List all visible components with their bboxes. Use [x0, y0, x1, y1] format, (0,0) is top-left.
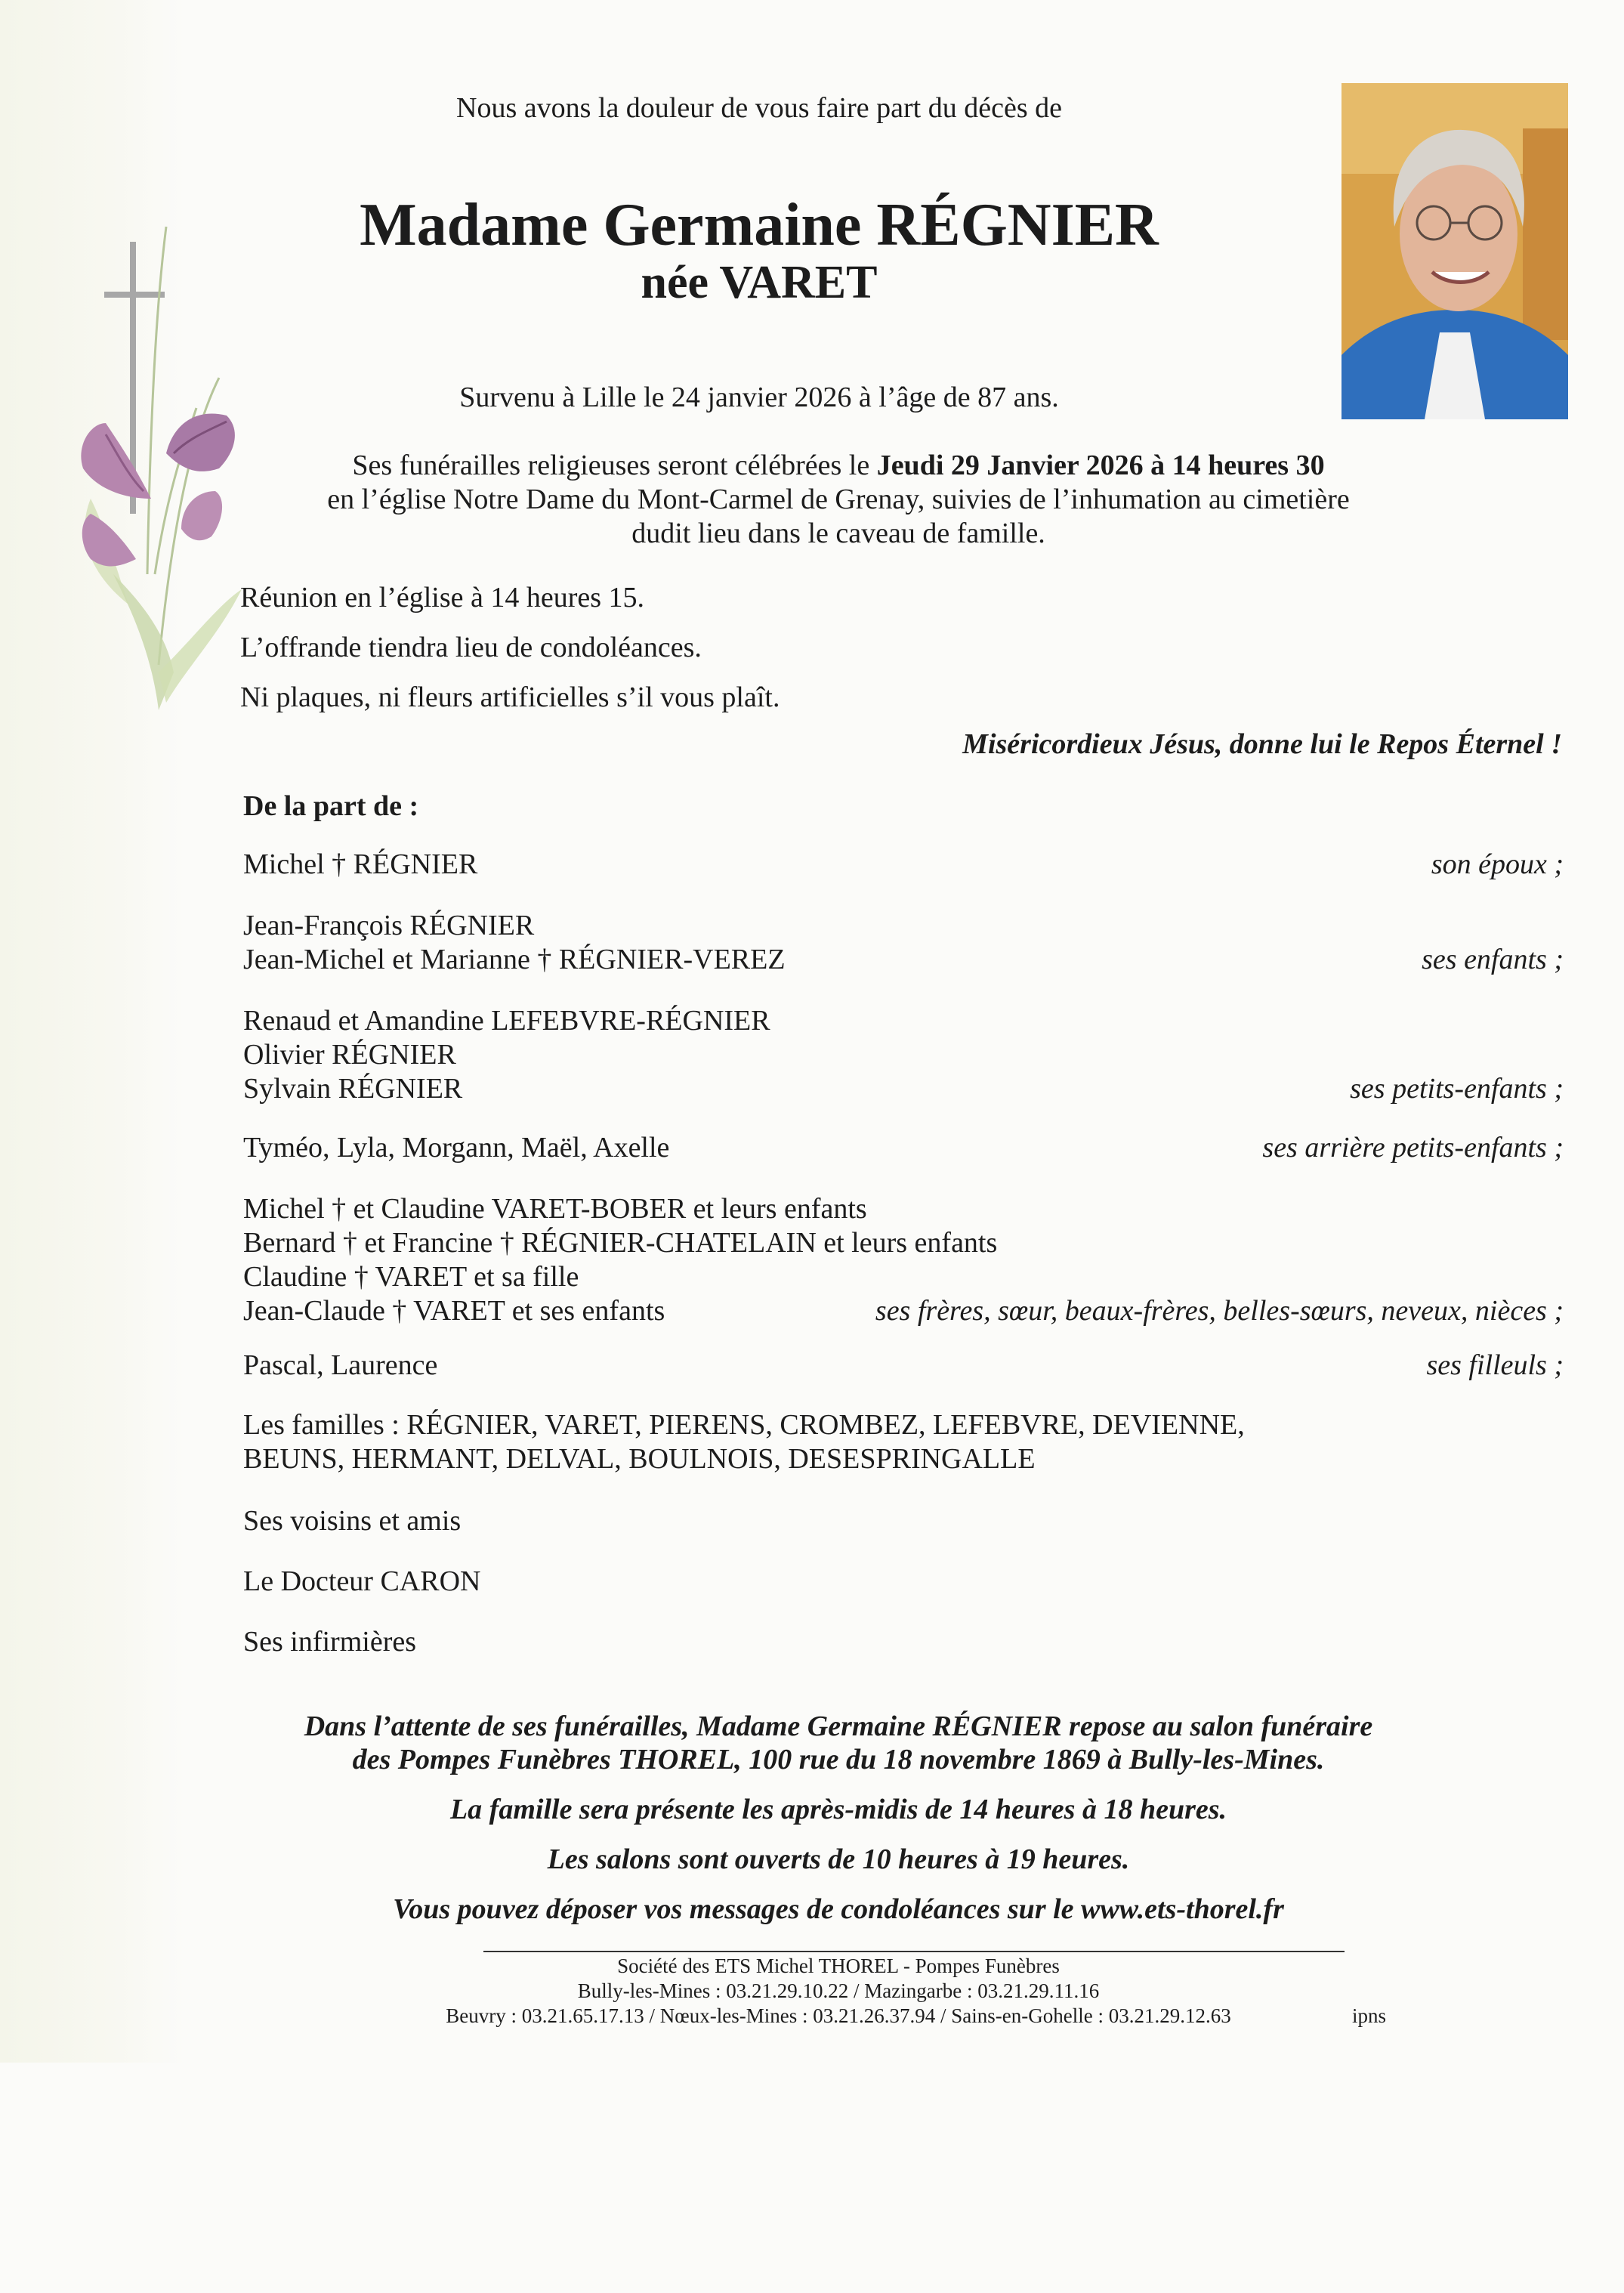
family-line: Claudine † VARET et sa fille: [243, 1261, 579, 1293]
footer-phones-2: Beuvry : 03.21.65.17.13 / Nœux-les-Mines : 03.21.26.37.94 / Sains-en-Gohelle : 03.21.29.12.63: [446, 2004, 1231, 2027]
doctor-line: Le Docteur CARON: [243, 1565, 481, 1597]
funeral-line-1: [227, 448, 1450, 483]
neighbors-line: Ses voisins et amis: [243, 1505, 462, 1537]
family-line: Tyméo, Lyla, Morgann, Maël, Axelle: [243, 1132, 670, 1163]
footer-phones-1: Bully-les-Mines : 03.21.29.10.22 / Mazingarbe : 03.21.29.11.16: [577, 1979, 1100, 2002]
family-line: Jean-Michel et Marianne † RÉGNIER-VEREZ: [243, 944, 786, 975]
family-line: Jean-François RÉGNIER: [243, 910, 535, 941]
deceased-name: Madame Germaine RÉGNIER: [360, 192, 1159, 258]
portrait-photo: [1341, 83, 1568, 419]
siblings-group: [243, 1192, 1564, 1328]
family-line: Michel † RÉGNIER: [243, 848, 478, 880]
relation-label: ses enfants ;: [1422, 944, 1564, 975]
children-group: [243, 909, 1564, 977]
family-line: Sylvain RÉGNIER: [243, 1073, 463, 1105]
family-line: Jean-Claude † VARET et ses enfants: [243, 1295, 665, 1327]
footer-code: ipns: [1352, 2004, 1387, 2027]
grandchildren-group: [243, 1004, 1564, 1106]
funeral-intro: Ses funérailles religieuses seront célébrées le: [352, 450, 877, 481]
intro-text: Nous avons la douleur de vous faire part du décès de: [456, 92, 1062, 124]
funeral-line-3: dudit lieu dans le caveau de famille.: [631, 518, 1045, 549]
family-heading: De la part de :: [243, 790, 419, 822]
repose-line-2: des Pompes Funèbres THOREL, 100 rue du 18 novembre 1869 à Bully-les-Mines.: [352, 1744, 1325, 1775]
plaques-note: Ni plaques, ni fleurs artificielles s’il vous plaît.: [240, 681, 780, 713]
relation-label: ses petits-enfants ;: [1350, 1073, 1564, 1105]
family-line: Pascal, Laurence: [243, 1349, 438, 1381]
prayer-text: Miséricordieux Jésus, donne lui le Repos Éternel !: [962, 728, 1562, 760]
reunion-note: Réunion en l’église à 14 heures 15.: [240, 582, 645, 613]
funeral-line-2: en l’église Notre Dame du Mont-Carmel de Grenay, suivies de l’inhumation au cimetière: [327, 484, 1350, 515]
families-list: [243, 1408, 1564, 1476]
relation-label: ses filleuls ;: [1426, 1349, 1564, 1381]
maiden-name: née VARET: [641, 257, 878, 308]
relation-label: ses arrière petits-enfants ;: [1262, 1132, 1564, 1163]
family-line: Olivier RÉGNIER: [243, 1039, 456, 1071]
offering-note: L’offrande tiendra lieu de condoléances.: [240, 632, 702, 663]
relation-label: ses frères, sœur, beaux-frères, belles-sœurs, neveux, nièces ;: [875, 1295, 1564, 1327]
footer-divider: [483, 1951, 1345, 1952]
footer-company: Société des ETS Michel THOREL - Pompes Funèbres: [617, 1955, 1060, 1977]
great-grandchildren-group: [243, 1131, 1564, 1165]
family-line: Michel † et Claudine VARET-BOBER et leurs enfants: [243, 1193, 867, 1225]
families-line-2: BEUNS, HERMANT, DELVAL, BOULNOIS, DESESPRINGALLE: [243, 1443, 1036, 1475]
condolences-info: Vous pouvez déposer vos messages de condoléances sur le www.ets-thorel.fr: [393, 1893, 1284, 1925]
death-notice: Survenu à Lille le 24 janvier 2026 à l’âge de 87 ans.: [459, 382, 1059, 413]
repose-line-1: Dans l’attente de ses funérailles, Madame Germaine RÉGNIER repose au salon funéraire: [304, 1710, 1373, 1742]
family-line: Renaud et Amandine LEFEBVRE-RÉGNIER: [243, 1005, 770, 1037]
spouse-group: [243, 848, 1564, 882]
nurses-line: Ses infirmières: [243, 1626, 417, 1658]
relation-label: son époux ;: [1431, 848, 1564, 880]
godchildren-group: [243, 1349, 1564, 1383]
family-line: Bernard † et Francine † RÉGNIER-CHATELAIN et leurs enfants: [243, 1227, 998, 1259]
funeral-date: Jeudi 29 Janvier 2026 à 14 heures 30: [876, 450, 1325, 481]
families-line-1: Les familles : RÉGNIER, VARET, PIERENS, CROMBEZ, LEFEBVRE, DEVIENNE,: [243, 1409, 1245, 1441]
salon-hours: Les salons sont ouverts de 10 heures à 19 heures.: [547, 1843, 1130, 1875]
family-presence: La famille sera présente les après-midis de 14 heures à 18 heures.: [449, 1794, 1227, 1825]
